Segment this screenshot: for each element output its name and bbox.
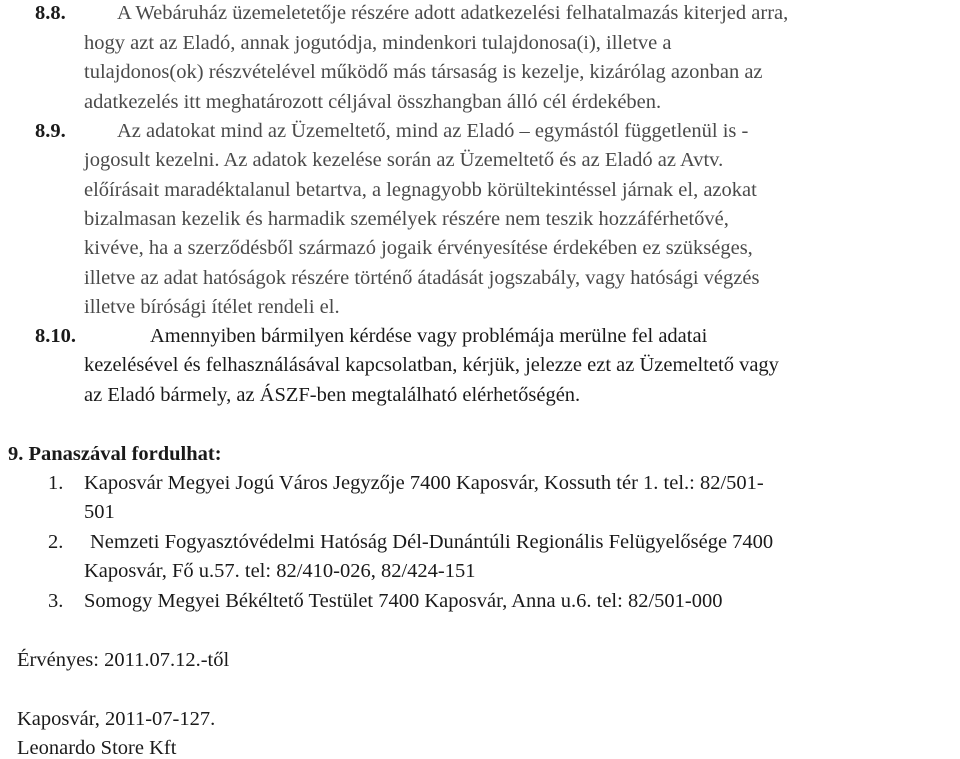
complaint-item-3-line-1: Somogy Megyei Békéltető Testület 7400 Kaposvár, Anna u.6. tel: 82/501-000	[84, 590, 723, 612]
place-and-date: Kaposvár, 2011-07-127.	[17, 708, 216, 730]
validity-date: Érvényes: 2011.07.12.-től	[17, 649, 230, 671]
complaint-item-2-line-1: Nemzeti Fogyasztóvédelmi Hatóság Dél-Dunántúli Regionális Felügyelősége 7400	[90, 531, 774, 553]
section-8-10-number: 8.10.	[35, 325, 76, 347]
section-8-9-line-5: kivéve, ha a szerződésből származó jogaik érvényesítése érdekében ez szükséges,	[84, 237, 753, 259]
section-8-10-line-3: az Eladó bármely, az ÁSZF-ben megtalálható elérhetőségén.	[84, 384, 581, 406]
complaint-item-2-number: 2.	[48, 531, 64, 553]
section-8-9-line-1: Az adatokat mind az Üzemeltető, mind az Eladó – egymástól függetlenül is -	[117, 120, 749, 142]
company-name: Leonardo Store Kft	[17, 737, 177, 759]
section-8-8-line-4: adatkezelés itt meghatározott céljával összhangban álló cél érdekében.	[84, 91, 662, 113]
section-8-10-line-1: Amennyiben bármilyen kérdése vagy problémája merülne fel adatai	[150, 325, 708, 347]
section-8-9-line-7: illetve bírósági ítélet rendeli el.	[84, 296, 340, 318]
complaint-item-1-number: 1.	[48, 472, 64, 494]
section-8-9-line-4: bizalmasan kezelik és harmadik személyek részére nem teszik hozzáférhetővé,	[84, 208, 729, 230]
section-8-8-number: 8.8.	[35, 2, 66, 24]
section-8-8-line-2: hogy azt az Eladó, annak jogutódja, mindenkori tulajdonosa(i), illetve a	[84, 32, 672, 54]
complaint-item-3-number: 3.	[48, 590, 64, 612]
section-8-9-line-3: előírásait maradéktalanul betartva, a legnagyobb körültekintéssel járnak el, azokat	[84, 179, 757, 201]
section-9-heading: 9. Panaszával fordulhat:	[8, 443, 222, 465]
section-8-9-number: 8.9.	[35, 120, 66, 142]
complaint-item-1-line-2: 501	[84, 501, 115, 523]
section-8-8-line-3: tulajdonos(ok) részvételével működő más társaság is kezelje, kizárólag azonban az	[84, 61, 763, 83]
complaint-item-2-line-2: Kaposvár, Fő u.57. tel: 82/410-026, 82/424-151	[84, 560, 476, 582]
section-8-8-line-1: A Webáruház üzemeletetője részére adott adatkezelési felhatalmazás kiterjed arra,	[117, 2, 789, 24]
section-8-9-line-2: jogosult kezelni. Az adatok kezelése során az Üzemeltető és az Eladó az Avtv.	[84, 149, 724, 171]
section-8-10-line-2: kezelésével és felhasználásával kapcsolatban, kérjük, jelezze ezt az Üzemeltető vagy	[84, 354, 779, 376]
complaint-item-1-line-1: Kaposvár Megyei Jogú Város Jegyzője 7400 Kaposvár, Kossuth tér 1. tel.: 82/501-	[84, 472, 764, 494]
section-8-9-line-6: illetve az adat hatóságok részére történő átadását jogszabály, vagy hatósági végzés	[84, 267, 760, 289]
